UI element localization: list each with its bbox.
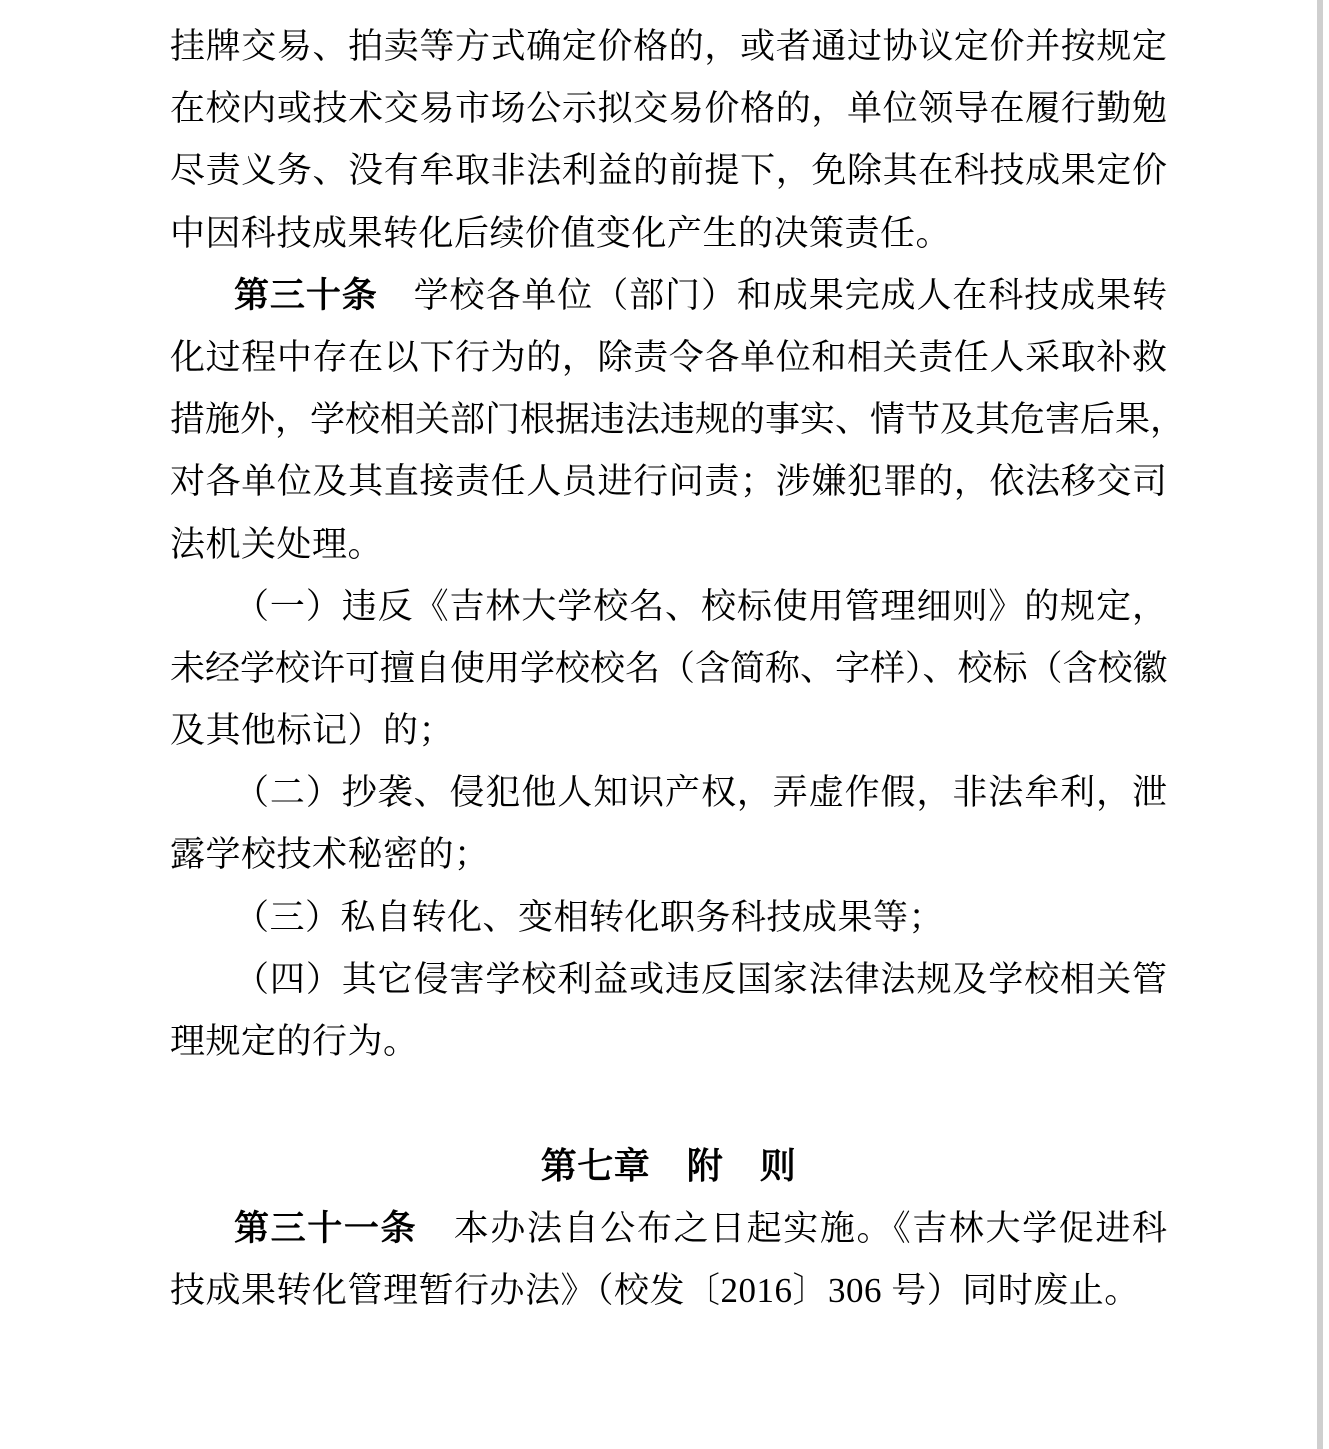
bold-lead-text: 第三十一条	[234, 1208, 418, 1248]
document-line	[170, 949, 1167, 1011]
document-line	[170, 327, 1167, 389]
document-line	[170, 824, 1167, 886]
document-line	[170, 576, 1167, 638]
document-line	[170, 389, 1186, 451]
chapter-heading	[170, 1135, 1167, 1197]
bold-lead-text: 第七章 附 则	[540, 1145, 797, 1187]
document-line	[170, 265, 1167, 327]
document-line	[170, 638, 1167, 700]
line-text: 学校各单位（部门）和成果完成人在科技成果转	[377, 275, 1167, 315]
document-line	[170, 1260, 1167, 1322]
bold-lead-text: 第三十条	[234, 275, 378, 315]
document-line	[170, 451, 1167, 513]
document-line	[170, 16, 1167, 78]
line-text: 及其他标记）的；	[170, 711, 455, 751]
line-text: 技成果转化管理暂行办法》（校发〔2016〕306 号）同时废止。	[170, 1270, 1140, 1310]
document-line	[170, 1011, 1167, 1073]
document-line	[170, 140, 1167, 202]
document-line	[170, 203, 1167, 265]
line-text: 本办法自公布之日起实施。《吉林大学促进科	[417, 1208, 1167, 1248]
document-line	[170, 1198, 1167, 1260]
line-text: 措施外，学校相关部门根据违法违规的事实、情节及其危害后果，	[170, 400, 1186, 440]
line-text: 中因科技成果转化后续价值变化产生的决策责任。	[170, 213, 952, 253]
line-text: 在校内或技术交易市场公示拟交易价格的，单位领导在履行勤勉	[170, 89, 1167, 129]
document-line	[170, 78, 1167, 140]
line-text: 理规定的行为。	[170, 1022, 419, 1061]
document-line	[170, 514, 1167, 576]
line-text: 露学校技术秘密的；	[170, 835, 490, 875]
document-line	[170, 887, 1167, 949]
line-text: （二）抄袭、侵犯他人知识产权，弄虚作假，非法牟利，泄	[234, 773, 1167, 813]
line-text: （四）其它侵害学校利益或违反国家法律法规及学校相关管	[234, 959, 1167, 999]
line-text: 挂牌交易、拍卖等方式确定价格的，或者通过协议定价并按规定	[170, 27, 1167, 66]
scrollbar-track[interactable]	[1317, 0, 1323, 1449]
line-text: 对各单位及其直接责任人员进行问责；涉嫌犯罪的，依法移交司	[170, 462, 1167, 502]
line-text: 尽责义务、没有牟取非法利益的前提下，免除其在科技成果定价	[170, 151, 1167, 191]
blank-line	[170, 1073, 1167, 1135]
document-line	[170, 700, 1167, 762]
document-line	[170, 762, 1167, 824]
line-text: （一）违反《吉林大学校名、校标使用管理细则》的规定，	[234, 586, 1167, 626]
line-text: （三）私自转化、变相转化职务科技成果等；	[234, 897, 945, 937]
line-text: 化过程中存在以下行为的，除责令各单位和相关责任人采取补救	[170, 337, 1167, 377]
line-text: 未经学校许可擅自使用学校校名（含简称、字样）、校标（含校徽	[170, 648, 1168, 688]
line-text: 法机关处理。	[170, 524, 384, 564]
document-lines	[170, 16, 1186, 1322]
